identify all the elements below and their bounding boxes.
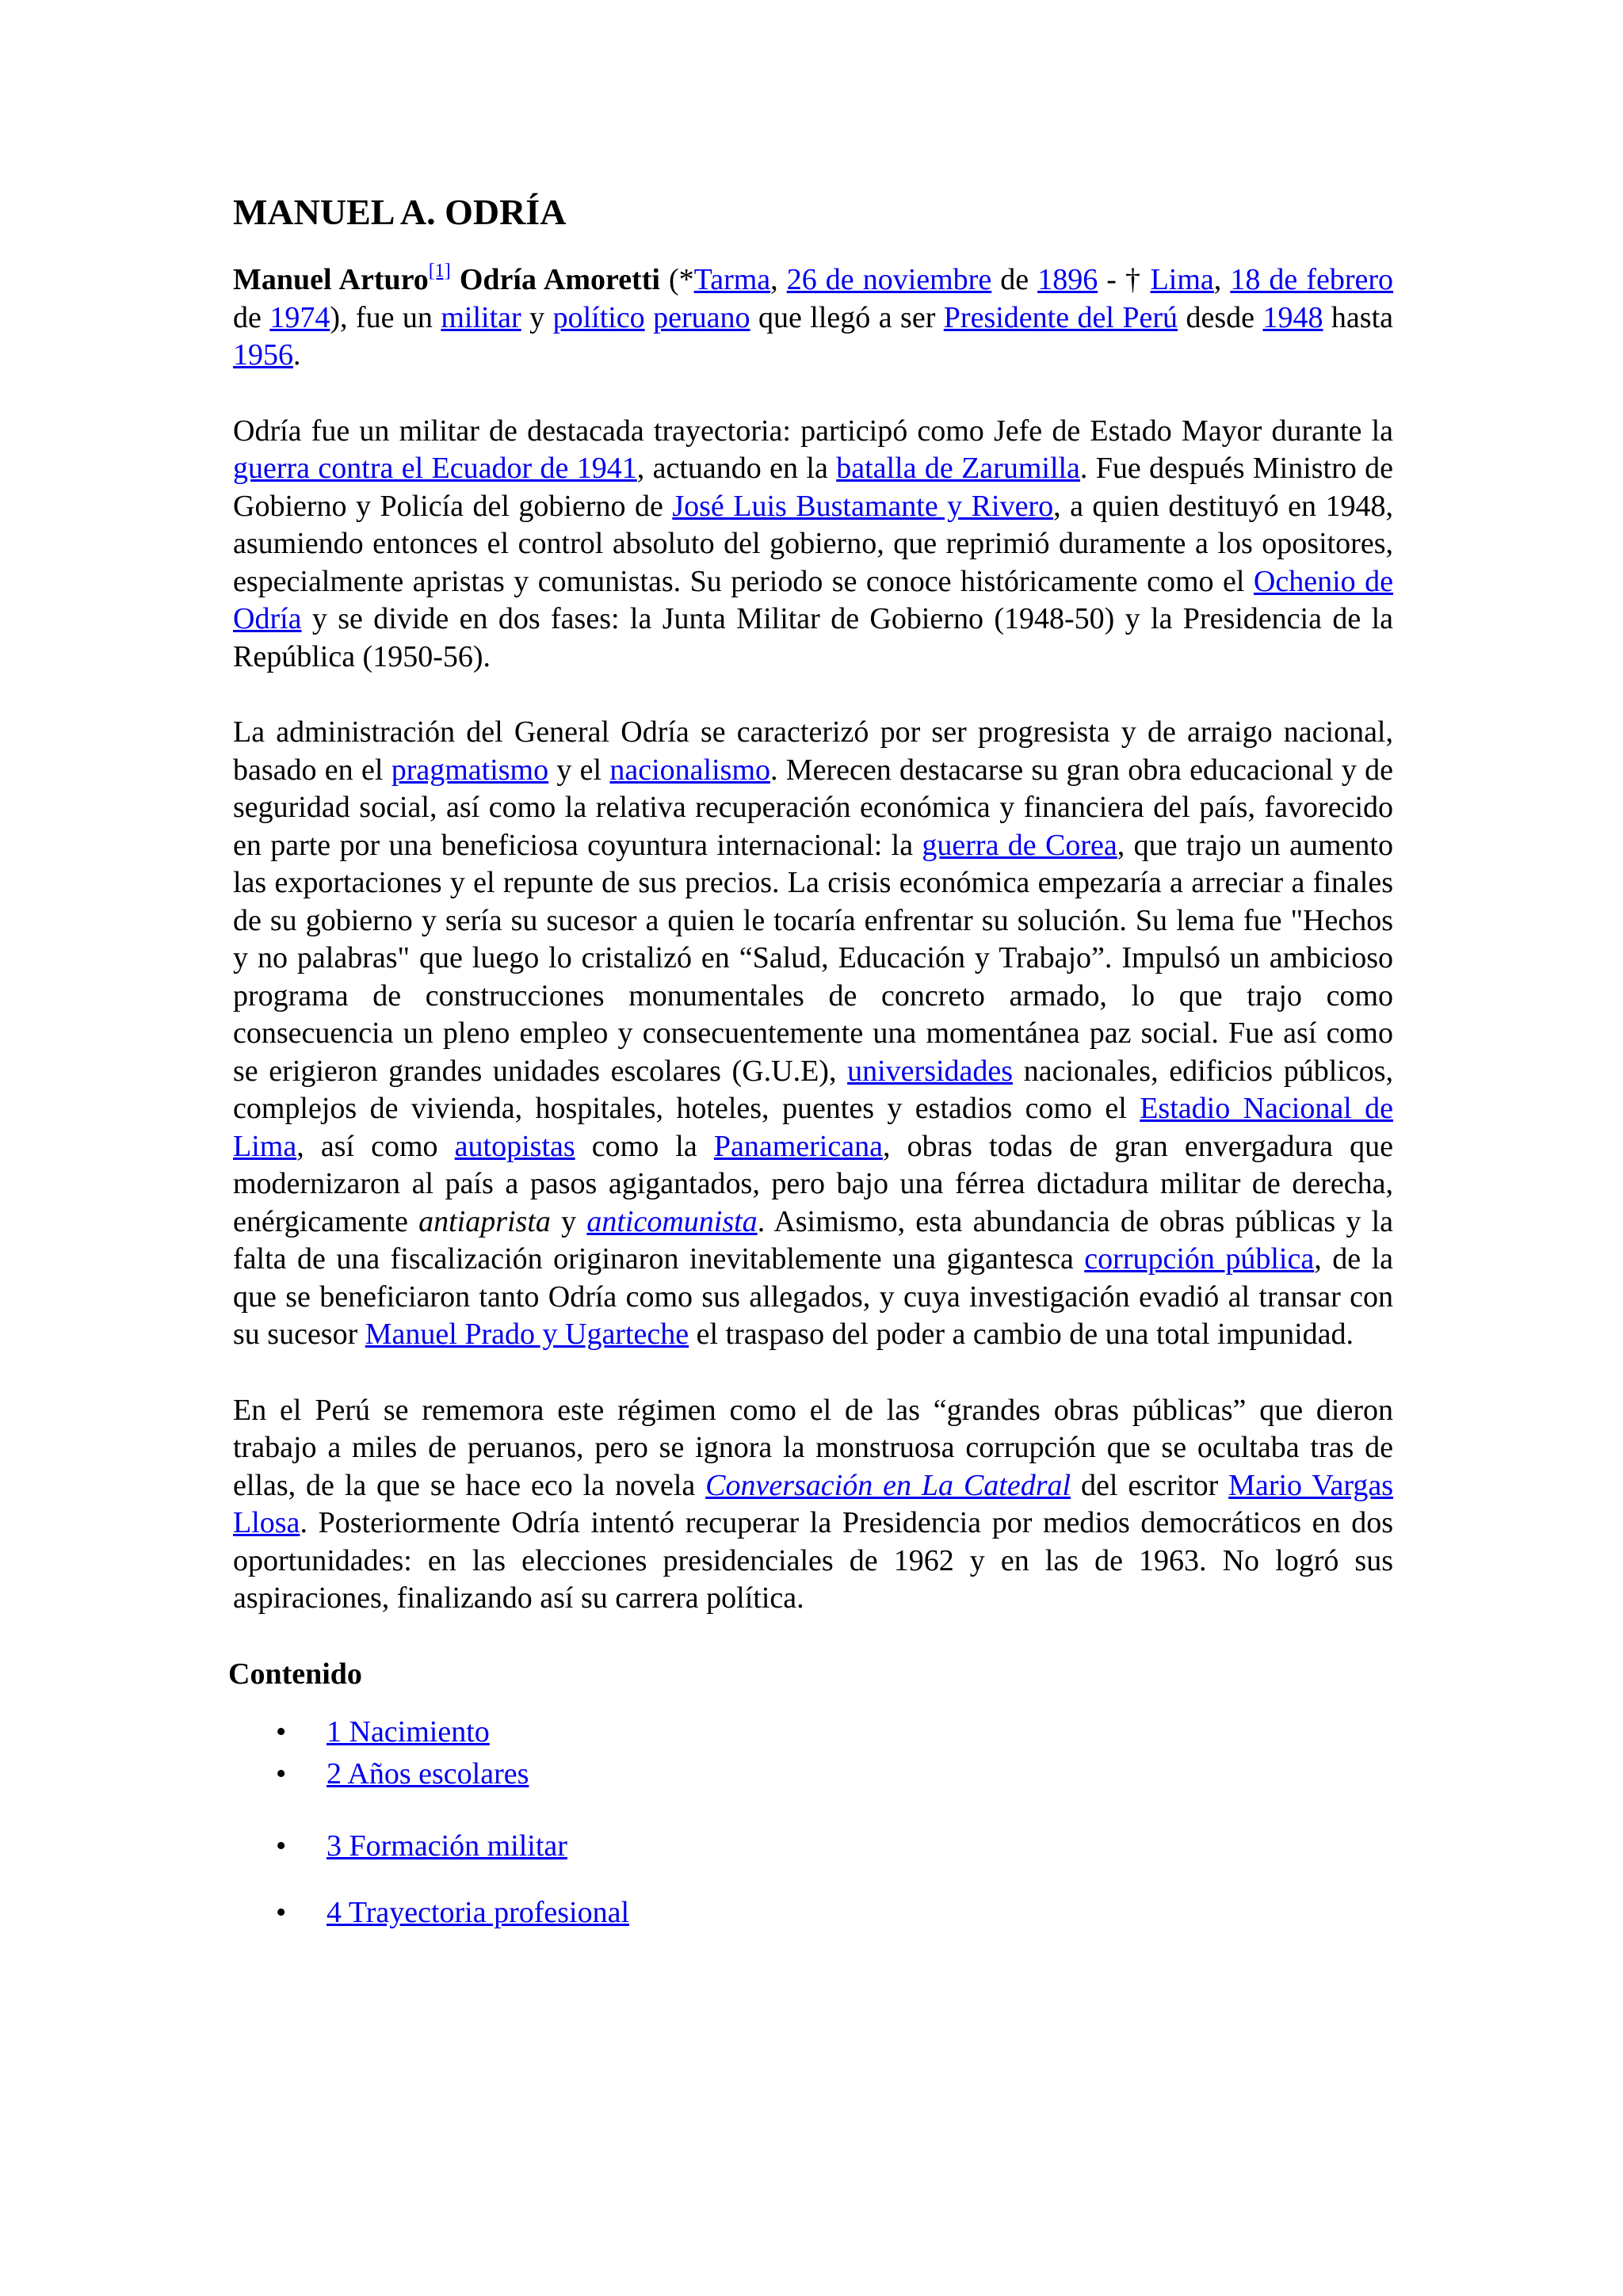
inline-link[interactable]: Estadio Nacional de Lima bbox=[233, 1092, 1393, 1163]
text-run: - † bbox=[1098, 263, 1151, 296]
text-run: . Merecen destacarse su gran obra educacional y de seguridad social, así como la relativa recuperación económica y financiera del país, favorecido en parte por una beneficiosa coyuntura internacional: la bbox=[233, 753, 1393, 862]
inline-link[interactable]: Ochenio de Odría bbox=[233, 564, 1393, 635]
inline-link[interactable]: Mario Vargas Llosa bbox=[233, 1468, 1393, 1539]
text-run: de bbox=[991, 263, 1038, 296]
text-run: , actuando en la bbox=[636, 452, 837, 485]
document-page bbox=[228, 190, 1394, 1932]
page-title: MANUEL A. ODRÍA bbox=[233, 192, 567, 232]
text-run: antiaprista bbox=[418, 1204, 551, 1238]
inline-link[interactable]: corrupción pública bbox=[1084, 1242, 1315, 1276]
inline-link[interactable]: guerra contra el Ecuador de 1941 bbox=[233, 452, 637, 485]
inline-link[interactable]: nacionalismo bbox=[609, 753, 771, 787]
text-run: En el Perú se rememora este régimen como el de las “grandes obras públicas” que dieron trabajo a miles de peruanos, pero se ignora la monstruosa corrupción que se ocultaba tras de ellas, de la que se hace eco la novela bbox=[233, 1393, 1393, 1502]
inline-link[interactable]: universidades bbox=[847, 1054, 1014, 1088]
inline-link[interactable]: batalla de Zarumilla bbox=[836, 452, 1080, 485]
text-run: y bbox=[550, 1204, 587, 1238]
inline-link[interactable]: autopistas bbox=[454, 1129, 575, 1163]
text-run: , de la que se beneficiaron tanto Odría como sus allegados, y cuya investigación evadió al transar con su sucesor bbox=[233, 1242, 1393, 1351]
text-run: . bbox=[293, 338, 301, 372]
inline-link[interactable]: político bbox=[552, 300, 645, 334]
inline-link[interactable]: peruano bbox=[653, 300, 750, 334]
paragraph bbox=[233, 1392, 1393, 1618]
text-run: y bbox=[521, 300, 553, 334]
toc-item bbox=[233, 1828, 1393, 1866]
text-run: y se divide en dos fases: la Junta Militar de Gobierno (1948-50) y la Presidencia de la República (1950-56). bbox=[233, 602, 1393, 673]
text-run: , a quien destituyó en 1948, asumiendo entonces el control absoluto del gobierno, que reprimió duramente a los opositores, especialmente apristas y comunistas. Su periodo se conoce históricamente como el bbox=[233, 489, 1393, 598]
inline-link[interactable]: Manuel Prado y Ugarteche bbox=[365, 1318, 689, 1351]
text-run: desde bbox=[1178, 300, 1263, 334]
inline-link[interactable]: pragmatismo bbox=[391, 753, 549, 787]
text-run: de bbox=[233, 300, 270, 334]
inline-link[interactable]: José Luis Bustamante y Rivero bbox=[672, 489, 1054, 523]
inline-link[interactable]: 26 de noviembre bbox=[786, 263, 992, 296]
inline-link[interactable]: 1956 bbox=[233, 338, 293, 372]
inline-link[interactable]: Tarma bbox=[693, 263, 771, 296]
inline-link[interactable]: guerra de Corea bbox=[922, 828, 1117, 862]
text-run: , obras todas de gran envergadura que modernizaron al país a pasos agigantados, pero bajo una férrea dictadura militar de derecha, enérgicamente bbox=[233, 1129, 1393, 1238]
toc-link-anos-escolares[interactable]: 2 Años escolares bbox=[327, 1757, 529, 1791]
inline-link[interactable]: Panamericana bbox=[713, 1129, 883, 1163]
paragraph bbox=[233, 714, 1393, 1354]
text-run: y el bbox=[548, 753, 610, 787]
text-run: (* bbox=[659, 263, 694, 296]
paragraph bbox=[233, 413, 1393, 677]
inline-link[interactable]: 18 de febrero bbox=[1230, 263, 1394, 296]
toc-item bbox=[233, 1894, 1393, 1932]
text-run: Manuel Arturo bbox=[233, 263, 429, 296]
text-run: , bbox=[1213, 263, 1231, 296]
text-run: como la bbox=[575, 1129, 714, 1163]
text-run: del escritor bbox=[1071, 1468, 1229, 1502]
text-run: . Posteriormente Odría intentó recuperar la Presidencia por medios democráticos en dos oportunidades: en las elecciones presidenciales de 1962 y en las de 1963. No logró sus aspiraciones, finalizando así su carrera política. bbox=[233, 1506, 1393, 1615]
text-run: , bbox=[770, 263, 787, 296]
text-run: La administración del General Odría se caracterizó por ser progresista y de arraigo nacional, basado en el bbox=[233, 715, 1393, 787]
text-run: , que trajo un aumento las exportaciones y el repunte de sus precios. La crisis económica empezaría a arreciar a finales de su gobierno y sería su sucesor a quien le tocaría enfrentar su solución. Su lema fue "Hechos y no palabras" que luego lo cristalizó en “Salud, Educación y Trabajo”. Impulsó un ambicioso programa de construcciones monumentales de concreto armado, lo que trajo como consecuencia un pleno empleo y consecuentemente una momentánea paz social. Fue así como se erigieron grandes unidades escolares (G.U.E), bbox=[233, 828, 1393, 1088]
text-run: Odría Amoretti bbox=[450, 263, 660, 296]
article-body bbox=[233, 261, 1393, 1618]
toc-link-nacimiento[interactable]: 1 Nacimiento bbox=[327, 1714, 490, 1749]
text-run: que llegó a ser bbox=[750, 300, 944, 334]
footnote-marker bbox=[429, 261, 451, 281]
text-run: nacionales, edificios públicos, complejos de vivienda, hospitales, hoteles, puentes y estadios como el bbox=[233, 1054, 1393, 1125]
paragraph bbox=[233, 261, 1393, 375]
toc-heading: Contenido bbox=[228, 1657, 362, 1691]
toc-link-formacion-militar[interactable]: 3 Formación militar bbox=[327, 1829, 567, 1863]
toc-link-trayectoria-profesional[interactable]: 4 Trayectoria profesional bbox=[327, 1896, 630, 1929]
toc-item bbox=[233, 1714, 1393, 1752]
inline-link[interactable]: Presidente del Perú bbox=[943, 300, 1178, 334]
toc-item bbox=[233, 1756, 1393, 1794]
text-run: . Fue después Ministro de Gobierno y Policía del gobierno de bbox=[233, 452, 1393, 523]
inline-link[interactable]: [1] bbox=[428, 261, 451, 281]
text-run bbox=[645, 301, 653, 334]
inline-link[interactable]: Lima bbox=[1150, 263, 1214, 296]
toc-list bbox=[233, 1714, 1393, 1932]
inline-link[interactable]: anticomunista bbox=[586, 1204, 758, 1238]
inline-link[interactable]: militar bbox=[441, 300, 521, 334]
text-run: , así como bbox=[296, 1129, 455, 1163]
inline-link[interactable]: 1896 bbox=[1037, 263, 1098, 296]
inline-link[interactable]: Conversación en La Catedral bbox=[705, 1468, 1071, 1502]
text-run: ), fue un bbox=[330, 300, 441, 334]
inline-link[interactable]: 1948 bbox=[1262, 300, 1323, 334]
text-run: . Asimismo, esta abundancia de obras públicas y la falta de una fiscalización originaron inevitablemente una gigantesca bbox=[233, 1204, 1394, 1276]
text-run: Odría fue un militar de destacada trayectoria: participó como Jefe de Estado Mayor durante la bbox=[233, 414, 1393, 448]
text-run: el traspaso del poder a cambio de una total impunidad. bbox=[689, 1318, 1354, 1351]
inline-link[interactable]: 1974 bbox=[269, 300, 330, 334]
text-run: hasta bbox=[1323, 300, 1394, 334]
